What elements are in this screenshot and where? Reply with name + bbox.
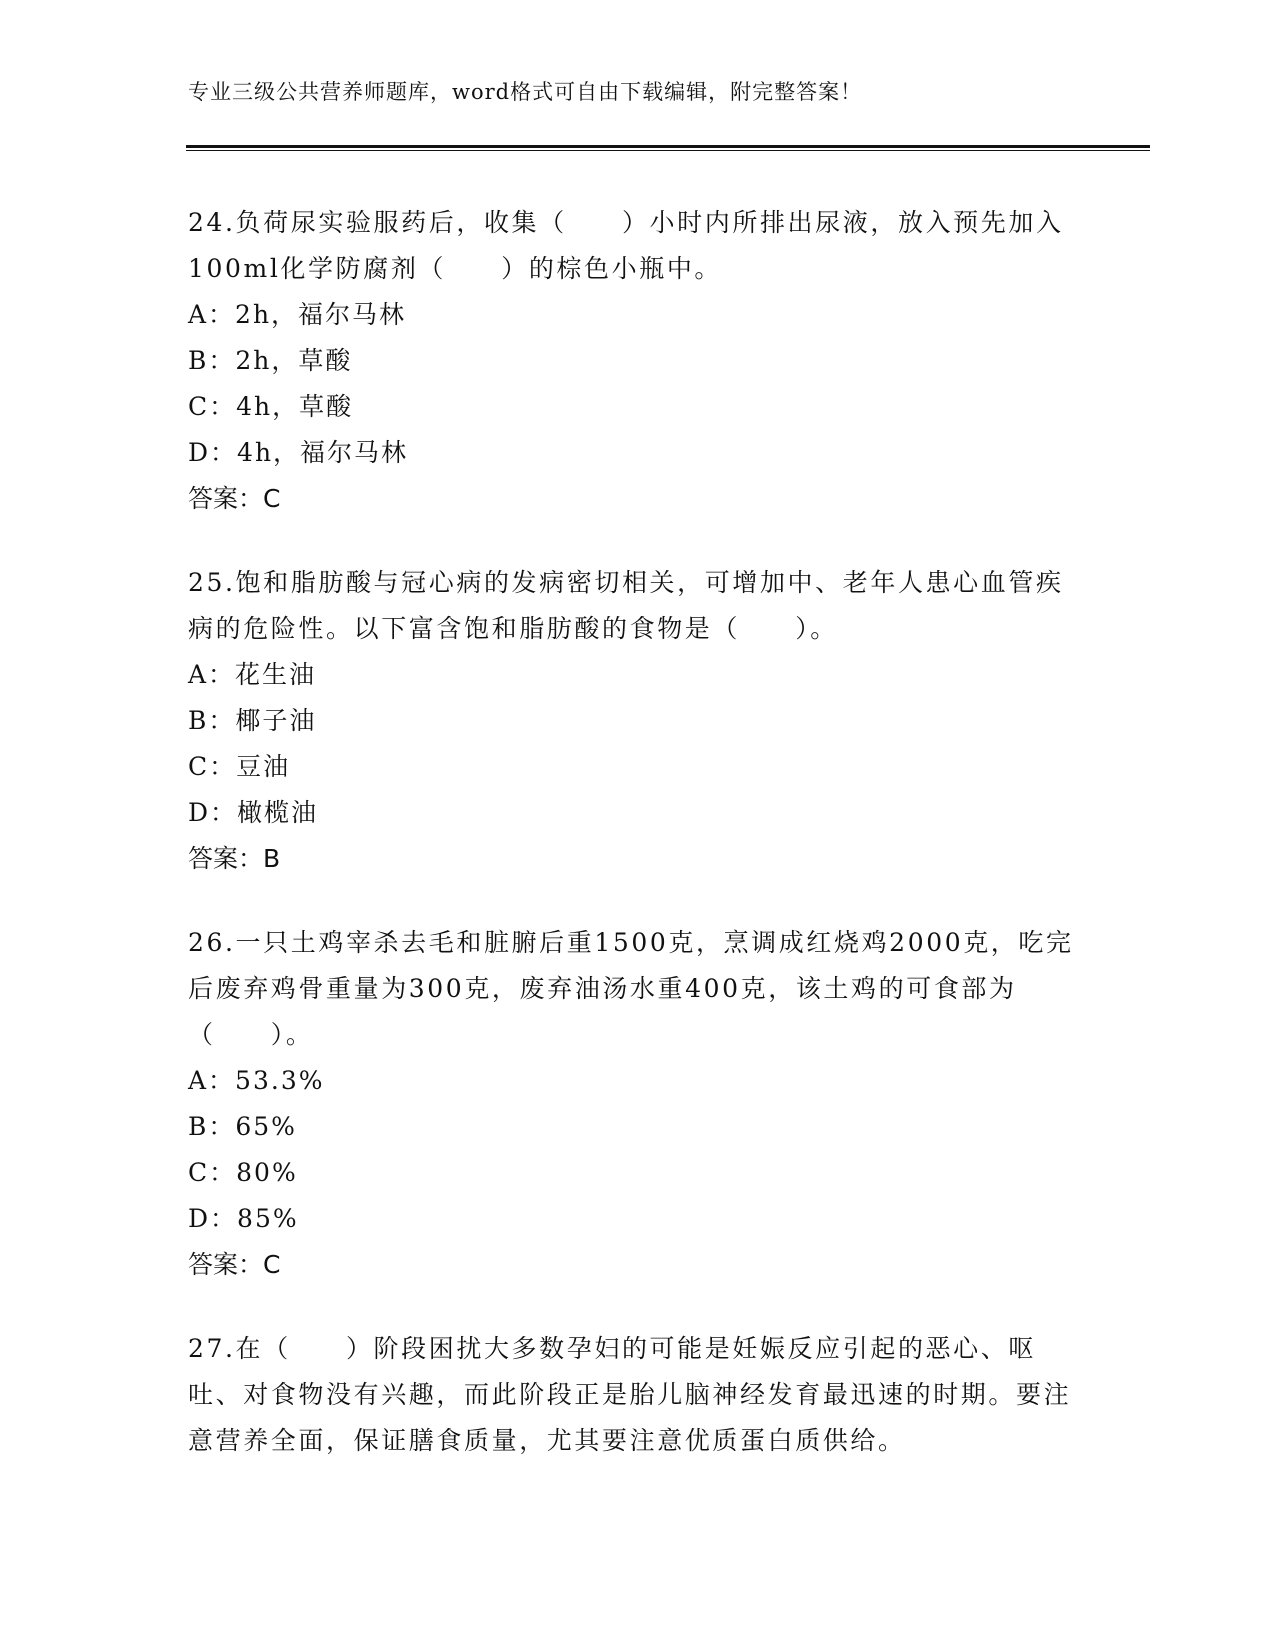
option-d: D：橄榄油 <box>188 798 319 827</box>
option-d: D：85% <box>188 1204 299 1233</box>
question-27 <box>188 1326 1088 1464</box>
option-a: A：花生油 <box>188 660 317 689</box>
option-d: D：4h，福尔马林 <box>188 438 409 467</box>
header-rule-thin <box>186 150 1150 151</box>
option-b: B：椰子油 <box>188 706 317 735</box>
option-b: B：2h，草酸 <box>188 346 353 375</box>
answer: 答案：C <box>188 484 281 513</box>
question-26 <box>188 920 1088 1288</box>
answer: 答案：C <box>188 1250 281 1279</box>
question-24 <box>188 200 1088 522</box>
question-stem: 26.一只土鸡宰杀去毛和脏腑后重1500克，烹调成红烧鸡2000克，吃完后废弃鸡骨重量为300克，废弃油汤水重400克，该土鸡的可食部为（ ）。 <box>188 928 1074 1049</box>
header-rule-thick <box>186 145 1150 148</box>
question-25 <box>188 560 1088 882</box>
option-a: A：53.3% <box>188 1066 325 1095</box>
option-c: C：4h，草酸 <box>188 392 354 421</box>
option-c: C：80% <box>188 1158 298 1187</box>
option-a: A：2h，福尔马林 <box>188 300 407 329</box>
question-list <box>188 200 1088 1502</box>
question-stem: 27.在（ ）阶段困扰大多数孕妇的可能是妊娠反应引起的恶心、呕吐、对食物没有兴趣，而此阶段正是胎儿脑神经发育最迅速的时期。要注意营养全面，保证膳食质量，尤其要注意优质蛋白质供给。 <box>188 1334 1072 1455</box>
question-stem: 25.饱和脂肪酸与冠心病的发病密切相关，可增加中、老年人患心血管疾病的危险性。以下富含饱和脂肪酸的食物是（ ）。 <box>188 568 1064 643</box>
option-b: B：65% <box>188 1112 297 1141</box>
page-header: 专业三级公共营养师题库，word格式可自由下载编辑，附完整答案！ <box>188 80 863 104</box>
answer: 答案：B <box>188 844 281 873</box>
question-stem: 24.负荷尿实验服药后，收集（ ）小时内所排出尿液，放入预先加入100ml化学防腐剂（ ）的棕色小瓶中。 <box>188 208 1064 283</box>
option-c: C：豆油 <box>188 752 291 781</box>
